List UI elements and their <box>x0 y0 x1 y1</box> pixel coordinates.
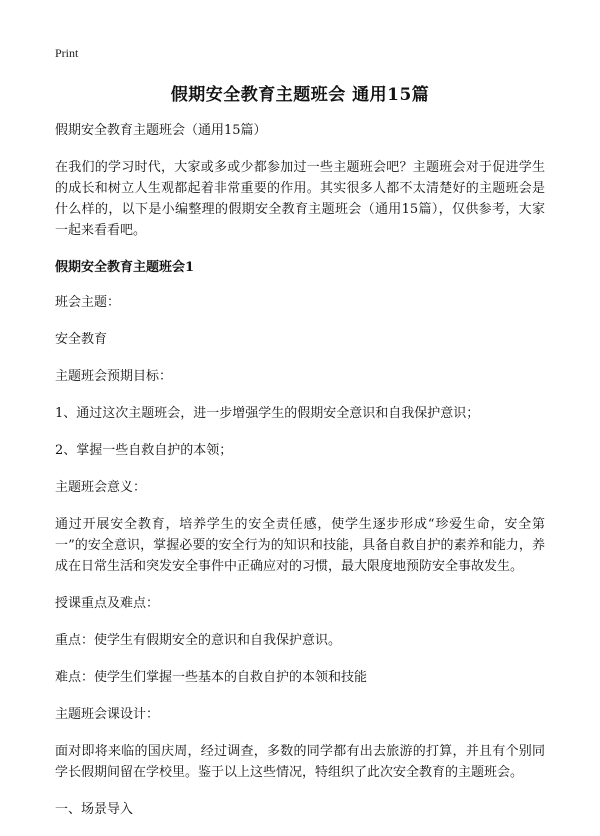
paragraph-difficulty: 难点：使学生们掌握一些基本的自救自护的本领和技能 <box>55 670 368 685</box>
print-link[interactable]: Print <box>55 46 79 60</box>
paragraph-goal-1: 1、通过这次主题班会，进一步增强学生的假期安全意识和自我保护意识； <box>55 406 480 421</box>
paragraph-meeting-theme-label: 班会主题： <box>55 295 121 310</box>
paragraph-goals-label: 主题班会预期目标： <box>55 369 173 384</box>
paragraph-goal-2: 2、掌握一些自救自护的本领； <box>55 443 233 458</box>
page-title: 假期安全教育主题班会 通用15篇 <box>170 85 430 105</box>
intro-paragraph: 在我们的学习时代，大家或多或少都参加过一些主题班会吧？主题班会对于促进学生的成长和树立人生观都起着非常重要的作用。其实很多人都不太清楚好的主题班会是什么样的，以下是小编整理的假期安全教育主题班会（通用15篇），仅供参考，大家一起来看看吧。 <box>55 160 545 238</box>
paragraph-significance: 通过开展安全教育，培养学生的安全责任感，使学生逐步形成“珍爱生命，安全第一”的安全意识，掌握必要的安全行为的知识和技能，具备自救自护的素养和能力，养成在日常生活和突发安全事件中正确应对的习惯，最大限度地预防安全事故发生。 <box>55 517 545 574</box>
section-heading: 假期安全教育主题班会1 <box>55 260 195 275</box>
paragraph-scene-intro: 一、场景导入 <box>55 802 134 817</box>
paragraph-design-label: 主题班会课设计： <box>55 707 160 722</box>
paragraph-meeting-theme: 安全教育 <box>55 332 108 347</box>
article-subtitle: 假期安全教育主题班会（通用15篇） <box>55 123 267 138</box>
paragraph-design: 面对即将来临的国庆周，经过调查，多数的同学都有出去旅游的打算，并且有个别同学长假期间留在学校里。鉴于以上这些情况，特组织了此次安全教育的主题班会。 <box>55 744 545 780</box>
paragraph-focus-label: 授课重点及难点： <box>55 596 160 611</box>
article-body <box>55 120 545 836</box>
paragraph-focus: 重点：使学生有假期安全的意识和自我保护意识。 <box>55 633 342 648</box>
paragraph-significance-label: 主题班会意义： <box>55 480 147 495</box>
